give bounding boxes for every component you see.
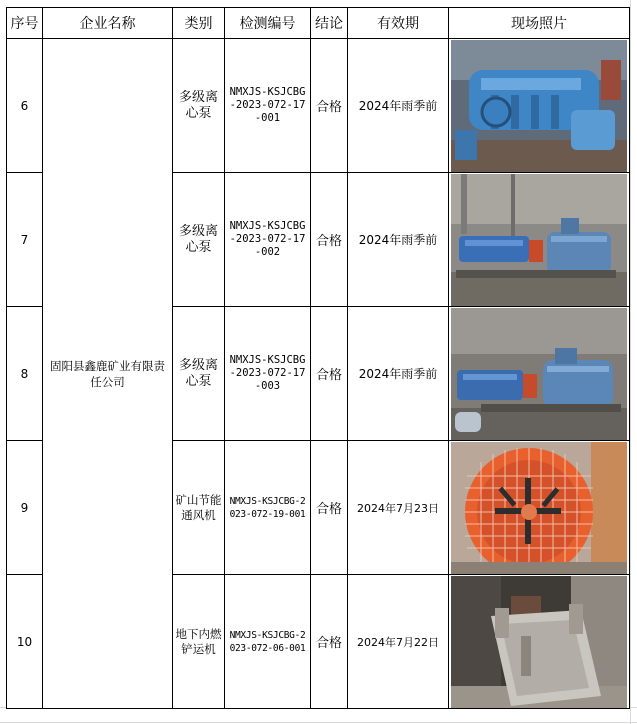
header-company[interactable]: 企业名称	[43, 8, 173, 39]
fan-photo[interactable]	[451, 442, 627, 574]
cell-category[interactable]: 多级离心泵	[173, 307, 225, 441]
cell-seq[interactable]: 10	[7, 575, 43, 709]
header-valid[interactable]: 有效期	[348, 8, 449, 39]
cell-category[interactable]: 多级离心泵	[173, 173, 225, 307]
cell-result[interactable]: 合格	[311, 307, 348, 441]
cell-category[interactable]: 多级离心泵	[173, 39, 225, 173]
cell-result[interactable]: 合格	[311, 39, 348, 173]
cell-company[interactable]: 固阳县鑫鹿矿业有限责任公司	[43, 39, 173, 709]
header-category[interactable]: 类别	[173, 8, 225, 39]
cell-photo[interactable]	[449, 441, 630, 575]
cell-seq[interactable]: 7	[7, 173, 43, 307]
cell-result[interactable]: 合格	[311, 173, 348, 307]
cell-code[interactable]: NMXJS-KSJCBG-2023-072-17-001	[225, 39, 311, 173]
cell-valid[interactable]: 2024年雨季前	[348, 39, 449, 173]
gridline	[0, 722, 637, 723]
cell-code[interactable]: NMXJS-KSJCBG-2023-072-06-001	[225, 575, 311, 709]
cell-seq[interactable]: 9	[7, 441, 43, 575]
cell-code[interactable]: NMXJS-KSJCBG-2023-072-19-001	[225, 441, 311, 575]
cell-category[interactable]: 矿山节能通风机	[173, 441, 225, 575]
header-seq[interactable]: 序号	[7, 8, 43, 39]
cell-photo[interactable]	[449, 307, 630, 441]
cell-valid[interactable]: 2024年7月22日	[348, 575, 449, 709]
header-row	[7, 8, 630, 39]
pump-motor-photo[interactable]	[451, 174, 627, 306]
cell-photo[interactable]	[449, 39, 630, 173]
table-row	[7, 39, 630, 173]
cell-photo[interactable]	[449, 575, 630, 709]
cell-seq[interactable]: 6	[7, 39, 43, 173]
cell-code[interactable]: NMXJS-KSJCBG-2023-072-17-002	[225, 173, 311, 307]
cell-valid[interactable]: 2024年7月23日	[348, 441, 449, 575]
cell-seq[interactable]: 8	[7, 307, 43, 441]
cell-result[interactable]: 合格	[311, 575, 348, 709]
cell-photo[interactable]	[449, 173, 630, 307]
cell-valid[interactable]: 2024年雨季前	[348, 307, 449, 441]
inspection-table	[6, 7, 630, 709]
pump-motor-photo[interactable]	[451, 308, 627, 440]
cell-category[interactable]: 地下内燃铲运机	[173, 575, 225, 709]
cell-result[interactable]: 合格	[311, 441, 348, 575]
loader-photo[interactable]	[451, 576, 627, 708]
gridline	[630, 0, 631, 724]
pump-photo[interactable]	[451, 40, 627, 172]
header-photo[interactable]: 现场照片	[449, 8, 630, 39]
cell-valid[interactable]: 2024年雨季前	[348, 173, 449, 307]
header-result[interactable]: 结论	[311, 8, 348, 39]
header-code[interactable]: 检测编号	[225, 8, 311, 39]
cell-code[interactable]: NMXJS-KSJCBG-2023-072-17-003	[225, 307, 311, 441]
